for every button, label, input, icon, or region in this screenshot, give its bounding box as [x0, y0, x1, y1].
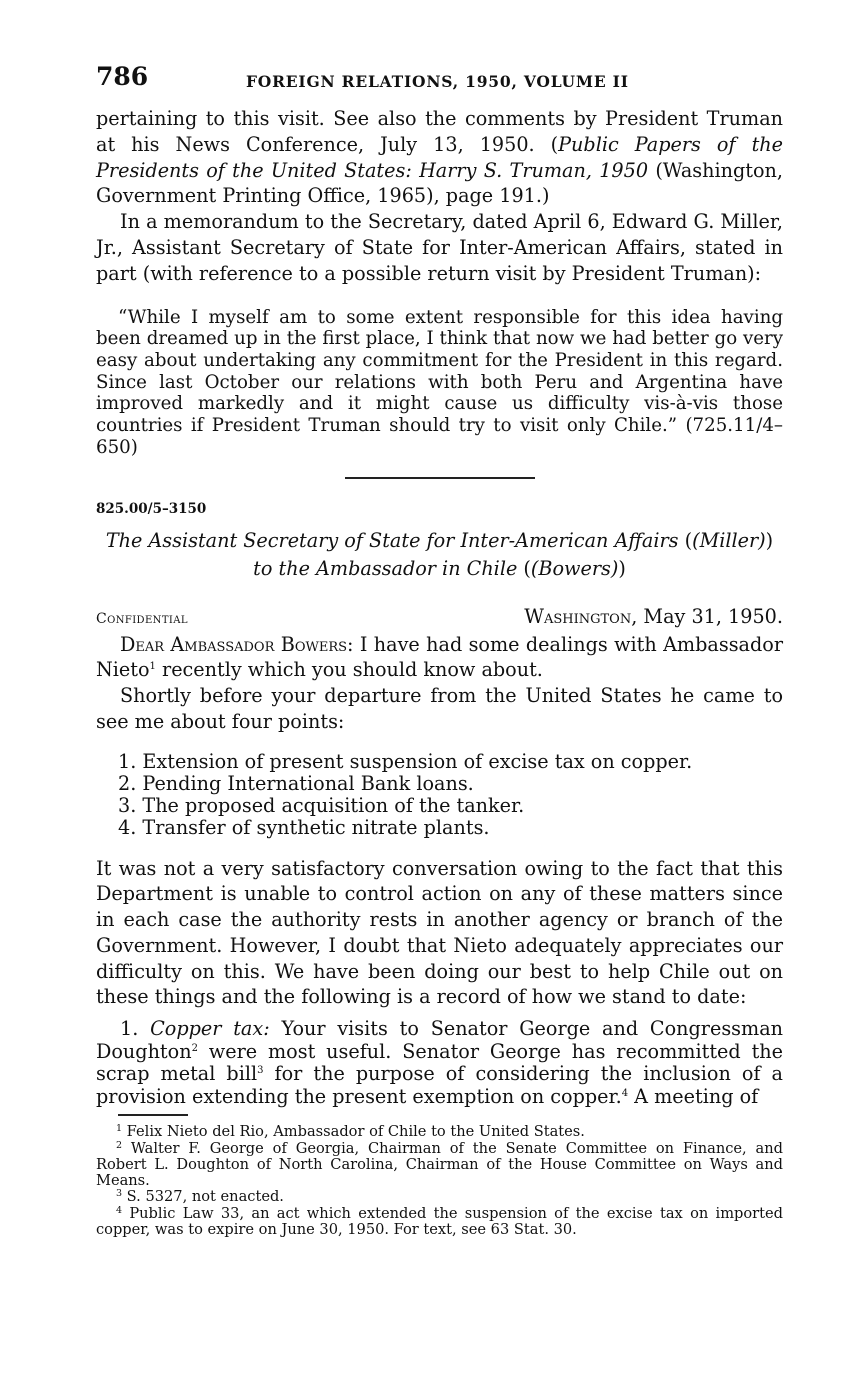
footnote-ref: 1 [149, 661, 156, 673]
intro-paragraph-2: In a memorandum to the Secretary, dated April 6, Edward G. Miller, Jr., Assistant Secretary of State for Inter-American Affairs, stated in part (with reference to a possible return visit by President Truman): [96, 210, 783, 285]
footnote-ref: 3 [257, 1065, 264, 1077]
block-quote: “While I myself am to some extent responsible for this idea having been dreamed up in the first place, I think that now we had better go very easy about undertaking any commitment for the President in this regard. Since last October our relations with both Peru and Argentina have improved markedly and it might cause us difficulty vis-à-vis those countries if President Truman should try to visit only Chile.” (725.11/4–650) [96, 306, 783, 458]
footnote: $^4$ Public Law 33, an act which extended the suspension of the excise tax on imported copper, was to expire on June 30, 1950. For text, see 63 Stat. 30. [96, 1204, 783, 1239]
footnote-mark: 3 [116, 1188, 123, 1200]
footnote-mark: 4 [116, 1204, 123, 1216]
salutation: Dear Ambassador Bowers [120, 632, 348, 656]
item-heading: Copper tax: [150, 1017, 270, 1041]
heading-recipient: (Bowers) [530, 556, 619, 580]
heading-text: to the Ambassador in Chile [253, 556, 524, 580]
points-list [96, 751, 783, 840]
document-heading: The Assistant Secretary of State for Inter-American Affairs ((Miller)) to the Ambassador in Chile ((Bowers)) [105, 528, 774, 580]
intro-text: (Washington, Government Printing Office, 1965), page 191.) [96, 158, 783, 208]
dateline-row [96, 605, 783, 628]
letter-paragraph-1: Dear Ambassador Bowers: I have had some dealings with Ambassador Nieto$^1$ recently which you should know about. [96, 632, 783, 682]
copper-tax-paragraph: 1. Copper tax: Your visits to Senator George and Congressman Doughton$^2$ were most useful. Senator George has recommitted the scrap metal bill$^3$ for the purpose of considering the inclusion of a provision extending the present exemption on copper.$^4$ A meeting of [96, 1017, 784, 1108]
letter-paragraph-3: It was not a very satisfactory conversation owing to the fact that this Department is unable to control action on any of these matters since in each case the authority rests in another agency or branch of the Government. However, I doubt that Nieto adequately appreciates our difficulty on this. We have been doing our best to help Chile out on these things and the following is a record of how we stand to date: [96, 856, 783, 1009]
footnote: $^2$ Walter F. George of Georgia, Chairman of the Senate Committee on Finance, and Robert L. Doughton of North Carolina, Chairman of the House Committee on Ways and Means. [96, 1139, 783, 1190]
footnote-rule [118, 1114, 188, 1116]
footnote-mark: 1 [116, 1123, 123, 1135]
letter-paragraph-2: Shortly before your departure from the United States he came to see me about four points: [96, 684, 783, 733]
citation-title: Public Papers of the Presidents of the United States: Harry S. Truman, 1950 [96, 132, 783, 182]
section-divider [345, 477, 535, 479]
list-item: 3. The proposed acquisition of the tanker. [118, 794, 525, 818]
dateline-date: , May 31, 1950. [631, 604, 783, 628]
footnote: $^3$ S. 5327, not enacted. [116, 1188, 284, 1206]
dateline [524, 605, 783, 628]
intro-text: pertaining to this visit. See also the comments by President Truman at his News Conference, July 13, 1950. ( [96, 107, 783, 156]
footnote-mark: 2 [116, 1139, 123, 1151]
list-item: 4. Transfer of synthetic nitrate plants. [118, 816, 490, 840]
footnote-ref: 4 [621, 1087, 629, 1099]
intro-paragraph-1 [96, 106, 783, 209]
document-file-number: 825.00/5–3150 [96, 500, 207, 517]
classification-label: Confidential [96, 610, 188, 627]
heading-text: The Assistant Secretary of State for Inter-American Affairs [105, 528, 685, 552]
page-number: 786 [96, 62, 149, 91]
footnote: $^1$ Felix Nieto del Rio, Ambassador of Chile to the United States. [116, 1123, 585, 1141]
footnote-ref: 2 [191, 1042, 198, 1054]
heading-sender: (Miller) [692, 528, 766, 552]
list-item: 1. Extension of present suspension of excise tax on copper. [118, 749, 693, 773]
dateline-city: Washington [524, 604, 632, 628]
running-header [96, 62, 783, 106]
running-title: FOREIGN RELATIONS, 1950, VOLUME II [246, 72, 629, 91]
list-item: 2. Pending International Bank loans. [118, 771, 474, 795]
